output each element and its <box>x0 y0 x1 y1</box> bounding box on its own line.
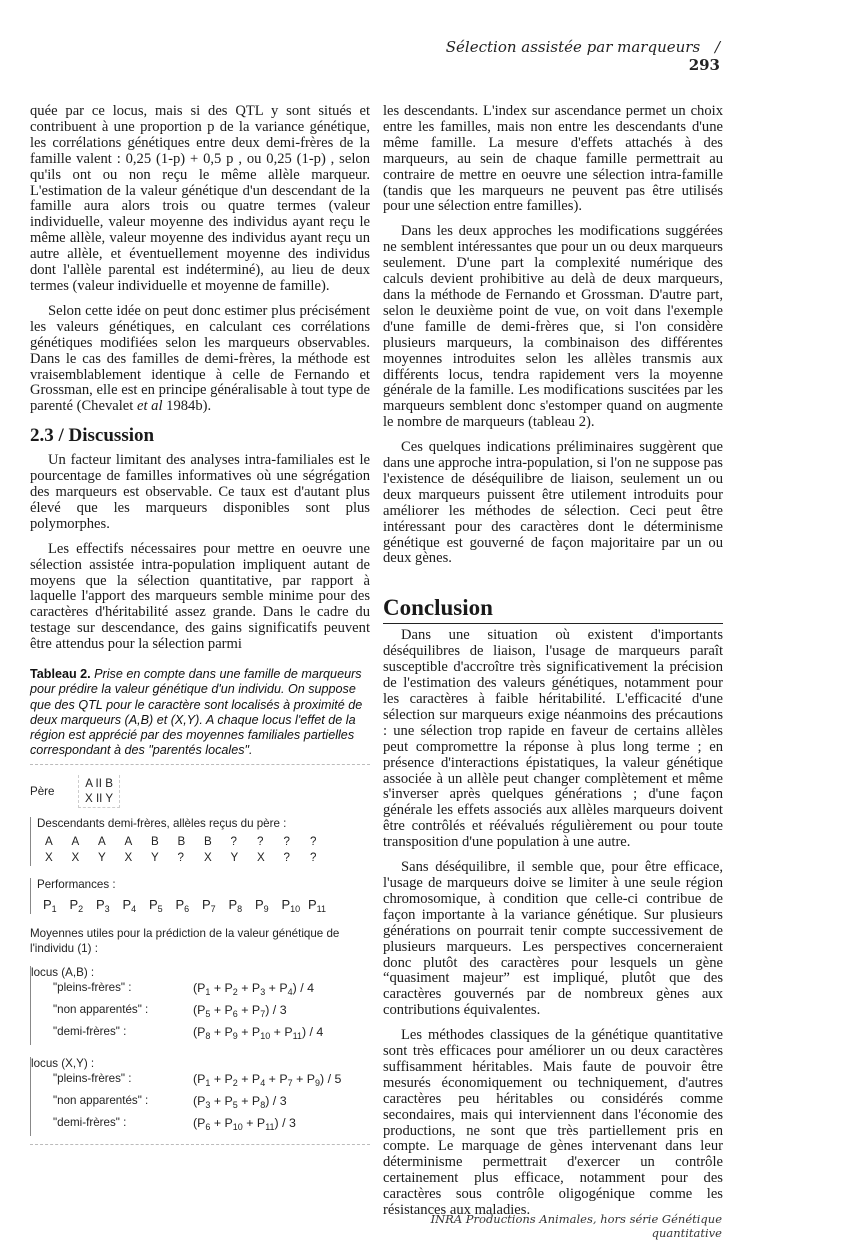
paragraph: Les effectifs nécessaires pour mettre en oeuvre une sélection assistée intra-population impliquent autant de moyens que la sélection quantitative, par rapport à laquelle l'apport des marqueurs semble minime pour des caractères d'héritabilité assez grande. Dans le cadre du testage sur descendance, des gains significatifs peuvent être attendus pour la sélection parmi <box>30 540 370 653</box>
perf-cell: $P_2$ <box>69 897 84 915</box>
alleles-row-2 <box>37 850 370 866</box>
perf-cell: $P_7$ <box>202 897 216 915</box>
performances-label: Performances : <box>37 878 116 892</box>
perf-cell: $P_{11}$ <box>308 897 327 915</box>
locus-ab-row <box>31 979 370 1001</box>
allele-cell: A <box>124 835 133 849</box>
header-separator: / <box>714 38 720 56</box>
journal-footer: INRA Productions Animales, hors série Génétique quantitative <box>430 1212 722 1240</box>
perf-cell: $P_6$ <box>175 897 190 915</box>
table-2 <box>30 764 370 1145</box>
locus-ab-row <box>31 1001 370 1023</box>
formula: $(P_3 + P_5 + P_8) / 3$ <box>193 1094 287 1111</box>
allele-cell: B <box>151 835 159 849</box>
genotype-line: A II B <box>85 776 113 790</box>
allele-cell: X <box>204 851 212 865</box>
genotype-line: X II Y <box>85 791 114 805</box>
formula: $(P_6 + P_{10} + P_{11}) / 3$ <box>193 1116 296 1133</box>
allele-cell: X <box>45 851 53 865</box>
paragraph: Ces quelques indications préliminaires suggèrent que dans une approche intra-population, si l'on ne suppose pas l'existence de déséquilibre de liaison, seulement un ou deux marqueurs puissent être utilement introduits pour améliorer les méthodes de sélection. Ceci peut être intéressant pour des caractères dont le déterminisme génétique est gouverné de façon majoritaire par un ou deux gènes. <box>383 439 723 567</box>
formula: $(P_1 + P_2 + P_3 + P_4) / 4$ <box>193 981 314 998</box>
allele-cell: ? <box>230 835 237 849</box>
relationship-label: "non apparentés" : <box>53 1003 149 1017</box>
paragraph: les descendants. L'index sur ascendance permet un choix entre les familles, mais non entre les descendants d'une même famille. La mesure d'effets attachés à des marqueurs, au sein de chaque famille permettrait au contraire de mettre en oeuvre une sélection intra-famille (tandis que les marqueurs ne peuvent pas être utilisés pour une sélection entre familles). <box>383 103 723 215</box>
allele-cell: X <box>257 851 265 865</box>
perf-cell: $P_9$ <box>255 897 269 915</box>
running-header <box>420 38 720 74</box>
section-heading-discussion: 2.3 / Discussion <box>30 425 155 447</box>
paragraph-text: 1984b). <box>162 398 212 415</box>
perf-cell: $P_1$ <box>43 897 57 915</box>
relationship-label: "pleins-frères" : <box>53 981 132 995</box>
locus-xy-row <box>31 1114 370 1136</box>
descendants-label: Descendants demi-frères, allèles reçus du père : <box>37 817 287 831</box>
table-caption-text: Prise en compte dans une famille de marqueurs pour prédire la valeur génétique d'un individu. On suppose que des QTL pour le caractère sont localisés à proximité de deux marqueurs (A,B) et (X,Y). A chaque locus l'effet de la région est apprécié par des moyennes familiales partielles correspondant à des "parentés locales". <box>30 667 363 758</box>
allele-cell: X <box>71 851 80 865</box>
right-column <box>383 104 723 1228</box>
paragraph <box>30 304 370 415</box>
allele-cell: ? <box>310 835 317 849</box>
left-column <box>30 104 370 1145</box>
locus-xy-label: locus (X,Y) : <box>31 1057 95 1071</box>
allele-cell: Y <box>151 851 159 865</box>
locus-xy-block <box>30 1057 370 1136</box>
perf-cell: $P_8$ <box>228 897 243 915</box>
section-heading-conclusion: Conclusion <box>383 595 723 624</box>
paragraph: Les méthodes classiques de la génétique quantitative sont très efficaces pour améliorer un ou deux caractères suffisamment héritables. Mais faute de pouvoir être mesurés économiquement ou techniquement, d'autres caractères peu héritables ou considérés comme secondaires, mais qui interviennent dans l'économie des productions, ne sont que très partiellement pris en compte. Le marquage de gènes intervenant dans leur déterminisme permettrait d'exercer un contrôle certainement plus efficace, notamment pour des caractères sous contrôle oligogénique comme les résistances aux maladies. <box>383 1027 723 1219</box>
relationship-label: "non apparentés" : <box>53 1094 149 1108</box>
allele-cell: Y <box>98 851 106 865</box>
paragraph-text: Selon cette idée on peut donc estimer plus précisément les valeurs génétiques, en calculant ces corrélations génétiques modifiées selon les marqueurs observables. Dans le cas des familles de demi-frères, la méthode est vraisemblablement identique à celle de Fernando et Grossman, elle est en principe généralisable à tout type de parenté (Chevalet <box>30 302 370 415</box>
relationship-label: "pleins-frères" : <box>53 1072 132 1086</box>
allele-cell: A <box>45 835 53 849</box>
formula: $(P_8 + P_9 + P_{10} + P_{11}) / 4$ <box>193 1025 324 1042</box>
perf-cell: $P_5$ <box>149 897 163 915</box>
formula: $(P_5 + P_6 + P_7) / 3$ <box>193 1003 287 1020</box>
formula: $(P_1 + P_2 + P_4 + P_7 + P_9) / 5$ <box>193 1072 342 1089</box>
allele-cell: ? <box>283 851 290 865</box>
descendants-block <box>30 817 370 866</box>
relationship-label: "demi-frères" : <box>53 1025 127 1039</box>
perf-cell: $P_3$ <box>96 897 110 915</box>
allele-cell: ? <box>310 851 317 865</box>
paragraph: Dans les deux approches les modifications suggérées ne semblent intéressantes que pour un ou deux marqueurs seulement. D'une part la complexité numérique des calculs devient prohibitive au delà de deux marqueurs, dans la méthode de Fernando et Grossman. D'autre part, selon le deuxième point de vue, on voit dans l'exemple d'une famille de demi-frères que, si l'on considère plusieurs marqueurs, la combinaison des différentes moyennes introduites selon les allèles transmis aux différents locus, tendra rapidement vers la moyenne générale de la famille. Les modifications suscitées par les marqueurs semblent donc s'estomper quand on augmente le nombre de marqueurs (tableau 2). <box>383 223 723 431</box>
paragraph: Sans déséquilibre, il semble que, pour être efficace, l'usage de marqueurs doive se limiter à une seule région chromosomique, à condition que celle-ci contribue de façon importante à la variance génétique. Sur plusieurs générations on pourrait tenir compte successivement de plusieurs marqueurs. Les perspectives concerneraient donc plutôt des caractères pour lesquels un gène “quasiment majeur” est impliqué, plutôt que des caractères gouvernés par de nombreux gènes aux contributions équivalentes. <box>383 859 723 1019</box>
citation-italic: et al <box>136 398 163 415</box>
locus-ab-row <box>31 1023 370 1045</box>
allele-cell: ? <box>257 835 264 849</box>
locus-xy-row <box>31 1070 370 1092</box>
perf-cell: $P_4$ <box>122 897 137 915</box>
relationship-label: "demi-frères" : <box>53 1116 127 1130</box>
page-number: 293 <box>688 56 720 74</box>
locus-ab-label: locus (A,B) : <box>31 966 95 980</box>
allele-cell: B <box>204 835 212 849</box>
performances-block <box>30 878 370 914</box>
paragraph: quée par ce locus, mais si des QTL y sont situés et contribuent à une proportion p de la variance génétique, les corrélations génétiques entre deux demi-frères de la famille valent : 0,25 (1-p) + 0,5 p , ou 0,25 (1-p) , selon qu'ils ont ou non reçu le même allèle marqueur. L'estimation de la valeur génétique d'un descendant de la famille aura alors trois ou quatre termes (valeur individuelle, valeur moyenne des individus ayant reçu le même allèle, valeur moyenne des individus ayant reçu un autre allèle, et éventuellement moyenne des individus dont l'allèle parental est indéterminé), au lieu de deux termes (valeur individuelle et moyenne de famille). <box>30 103 370 294</box>
father-row <box>30 771 370 811</box>
perf-cell: $P_{10}$ <box>281 897 301 915</box>
allele-cell: A <box>71 835 80 849</box>
locus-xy-row <box>31 1092 370 1114</box>
paragraph: Un facteur limitant des analyses intra-familiales est le pourcentage de familles informatives où une ségrégation des marqueurs est observable. Ce taux est d'autant plus élevé que les marqueurs disponibles sont plus polymorphes. <box>30 452 370 532</box>
table-caption <box>30 667 370 758</box>
allele-cell: ? <box>283 835 290 849</box>
allele-cell: ? <box>177 851 184 865</box>
allele-cell: X <box>124 851 133 865</box>
paragraph: Dans une situation où existent d'importants déséquilibres de liaison, l'usage de marqueurs paraît susceptible d'accroître très significativement la précision de l'estimation des valeurs génétiques, notamment pour les caractères à faible héritabilité. L'efficacité d'une sélection sur marqueurs exige néanmoins des précautions : une sélection trop rapide en faveur de certains allèles peut compromettre la réponse à plus long terme ; en présence d'interactions épistatiques, la valeur génétique associée à un allèle peut changer complètement et même s'inverser après quelques générations ; d'une façon générale les effets associés aux allèles marqueurs doivent être contrôlés et réévalués régulièrement ou pour toute transposition d'une population à une autre. <box>383 627 723 851</box>
running-title: Sélection assistée par marqueurs <box>445 38 701 56</box>
locus-ab-block <box>30 966 370 1045</box>
allele-cell: B <box>177 835 186 849</box>
father-label: Père <box>30 784 55 798</box>
performances-row <box>37 897 370 914</box>
means-label: Moyennes utiles pour la prédiction de la valeur génétique de l'individu (1) : <box>30 927 340 956</box>
allele-cell: A <box>98 835 106 849</box>
father-genotype <box>78 775 120 808</box>
allele-cell: Y <box>230 851 239 865</box>
table-caption-label: Tableau 2. <box>30 667 91 682</box>
alleles-row-1 <box>37 834 370 850</box>
